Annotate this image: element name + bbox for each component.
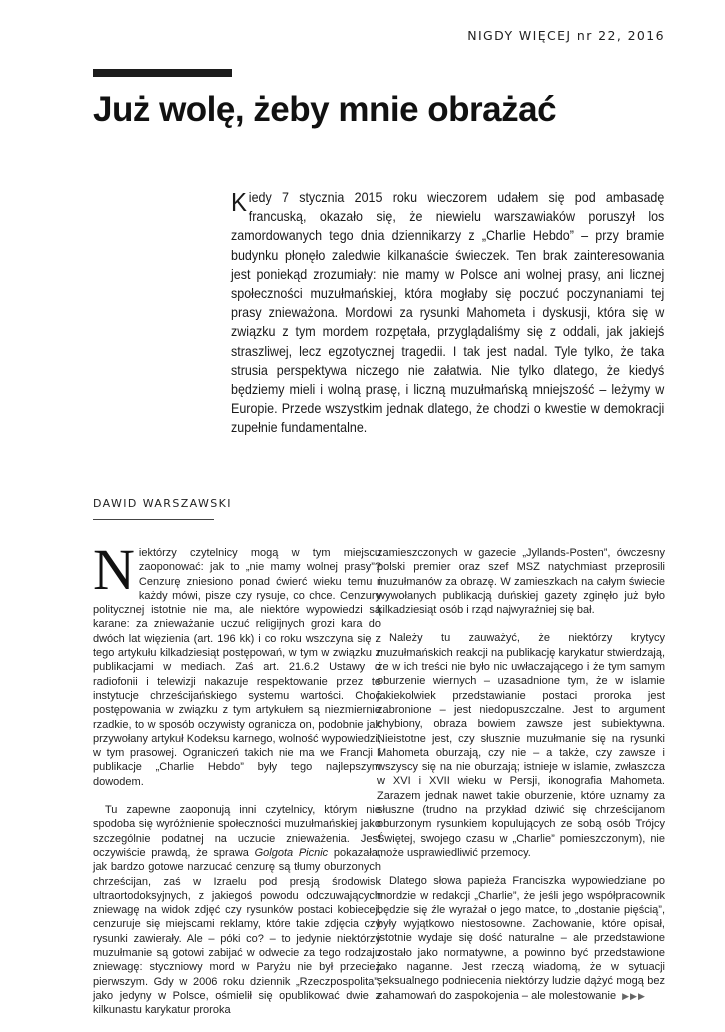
paragraph-2-text-b: pokazała, jak bardzo gotowe narzucać cenzurę są tłumy oburzonych chrześcijan, zaś w Izraelu pod presją środowisk ultraortodoksyjnych, z jakiegoś powodu odczuwających zniewagę na widok zdjęć czy rysunków postaci kobiecej, cenzuruje się miejscami reklamy, które takie zdjęcia czy rysunki zawierały. Ale – póki co? – to jedynie niektórzy muzułmanie są gotowi zabijać w odwecie za tego rodzaju zniewagę: styczniowy mord w Paryżu nie był przecież pierwszym. Gdy w 2006 roku dziennik „Rzeczpospolita”, jako jedyny w Polsce, ośmielił się opublikować dwie z kilkunastu karykatur proroka <box>93 846 381 1017</box>
column-right <box>377 546 665 1017</box>
paragraph-2-italic-title: Golgota Picnic <box>254 846 329 859</box>
author-name: DAWID WARSZAWSKI <box>93 497 232 510</box>
running-head: NIGDY WIĘCEJ nr 22, 2016 <box>467 28 665 43</box>
paragraph-3: zamieszczonych w gazecie „Jyllands-Posten”, ówczesny polski premier oraz szef MSZ natychmiast przeprosili muzułmanów za obrazę. W zamieszkach na całym świecie wywołanych publikacją duńskiej gazety zginęło już było kilkadziesiąt osób i rząd najwyraźniej się bał. <box>377 547 665 617</box>
author-rule <box>93 519 214 520</box>
dropcap: N <box>93 537 135 602</box>
lead-text: iedy 7 stycznia 2015 roku wieczorem udałem się pod ambasadę francuską, okazało się, że niewielu warszawiaków poruszył los zamordowanych tego dnia dziennikarzy z „Charlie Hebdo” – przy bramie budynku płonęło zaledwie kilkanaście świeczek. Ten brak zainteresowania jest poniekąd zrozumiały: nie mamy w Polsce ani wolnej prasy, ani licznej społeczności muzułmańskiej, która mogłaby się poczuć poczynaniami tej prasy znieważona. Mordowi za rysunki Mahometa i dyskusji, która się w związku z tym mordem rozpętała, przyglądaliśmy się z oddali, jak jakiejś straszliwej, lecz egzotycznej tragedii. I tak jest nadal. Tyle tylko, że taka strusia perspektywa niczego nie załatwia. Nie tylko dlatego, że kiedyś będziemy mieli i wolną prasę, i liczną muzułmańską mniejszość – leżymy w Europie. Przede wszystkim jednak dlatego, że chodzi o kwestie w demokracji zupełnie fundamentalne. <box>231 190 665 436</box>
continue-arrows: ▶▶▶ <box>622 990 646 1001</box>
paragraph-2 <box>93 803 381 1017</box>
paragraph-5-text: Dlatego słowa papieża Franciszka wypowiedziane po mordzie w redakcji „Charlie”, że jeśli jego współpracownik będzie się źle wyrażał o jego matce, to „dostanie pięścią”, były wyjątkowo niestosowne. Zachowanie, które opisał, istotnie wydaje się dość naturalne – ale przedstawione zostało jako normatywne, a powinno być przedstawione jako naganne. Jest rzeczą wiadomą, że w sytuacji seksualnego podniecenia niektórzy ludzie dążyć mogą bez zahamowań do zaspokojenia – ale molestowanie <box>377 875 665 1002</box>
paragraph-1 <box>93 537 381 789</box>
paragraph-1-text: iektórzy czytelnicy mogą w tym miejscu zaoponować: jak to „nie mamy wolnej prasy”? Cenzurę zniesiono ponad ćwierć wieku temu i każdy mówi, pisze czy rysuje, co chce. Cenzury politycznej istotnie nie ma, ale niektóre wypowiedzi są karane: za znieważanie uczuć religijnych grozi kara do dwóch lat więzienia (art. 196 kk) i co roku wszczyna się z tego artykułu kilkadziesiąt postępowań, w tym w związku z publikacjami w mediach. Zaś art. 21.6.2 Ustawy o radiofonii i telewizji nakazuje respektowanie przez te instytucje chrześcijańskiego systemu wartości. Choć postępowania w związku z tym artykułem są niezmiernie rzadkie, to w sposób oczywisty ogranicza on, podobnie jak przywołany artykuł Kodeksu karnego, wolność wypowiedzi, w tym prasowej. Ograniczeń takich nie ma we Francji i publikacje „Charlie Hebdo” były tego najlepszym dowodem. <box>93 547 381 788</box>
paragraph-4: Należy tu zauważyć, że niektórzy krytycy muzułmańskich reakcji na publikację karykatur stwierdzają, że w ich treści nie było nic uwłaczającego i że tym samym oburzenie wiernych – uzasadnione tym, że w islamie jakiekolwiek przedstawianie postaci proroka jest zabronione – jest niedopuszczalne. Jest to argument chybiony, obraza bowiem zawsze jest subiektywna. Nieistotne jest, czy słusznie muzułmanie się na rysunki Mahometa oburzają, czy nie – a także, czy zawsze i wszyscy się na nie oburzają; istnieje w islamie, zwłaszcza w XVI i XVII wieku w Persji, ikonografia Mahometa. Zarazem jednak nawet takie oburzenie, które uznamy za słuszne (trudno na przykład dziwić się chrześcijanom oburzonym rysunkiem kopulujących ze sobą osób Trójcy Świętej, swojego czasu w „Charlie” pomieszczonym), nie może usprawiedliwić przemocy. <box>377 632 665 859</box>
title-rule <box>93 69 232 77</box>
article-title: Już wolę, żeby mnie obrażać <box>93 90 557 129</box>
column-left <box>93 537 381 1032</box>
article-lead <box>231 188 664 438</box>
lead-initial: K <box>231 187 247 217</box>
paragraph-5 <box>377 874 665 1003</box>
paragraph-2-text-a: Tu zapewne zaoponują inni czytelnicy, którym nie spodoba się wyróżnienie społeczności muzułmańskiej jako szczególnie podatnej na uczucie znieważenia. Jest oczywiście prawdą, że sprawa <box>93 804 381 859</box>
